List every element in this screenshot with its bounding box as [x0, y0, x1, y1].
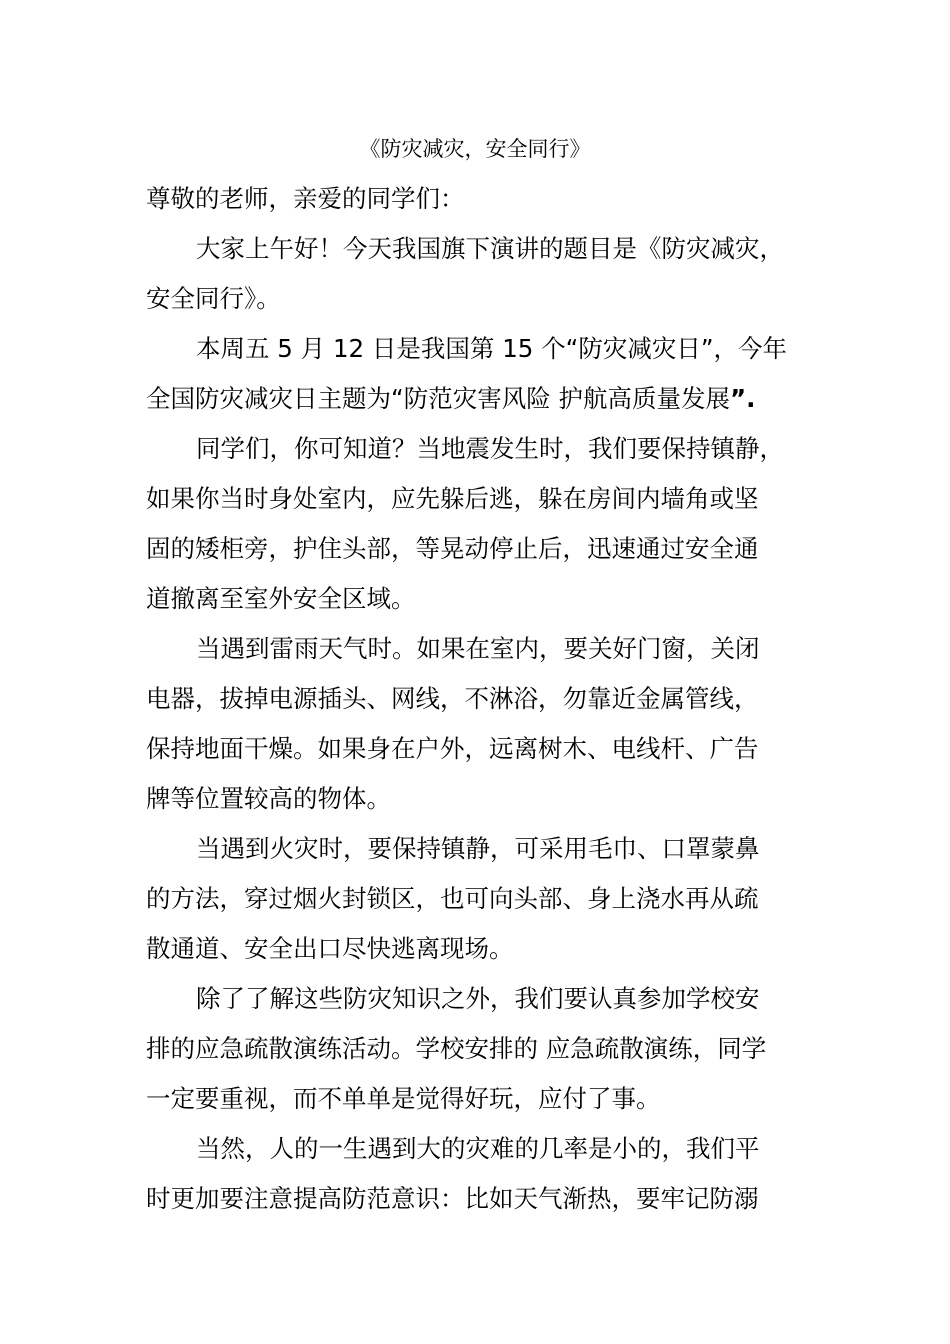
paragraph-line: 道撤离至室外安全区域。 [146, 584, 416, 613]
paragraph-line: 当遇到雷雨天气时。如果在室内，要关好门窗，关闭 [196, 634, 760, 663]
paragraph-line: 电器，拔掉电源插头、网线，不淋浴，勿靠近金属管线， [146, 684, 759, 713]
paragraph-line: 的方法，穿过烟火封锁区，也可向头部、身上浇水再从疏 [146, 884, 759, 913]
paragraph-line: 一定要重视，而不单单是觉得好玩，应付了事。 [146, 1084, 661, 1113]
paragraph-text: 全国防灾减灾日主题为“防范灾害风险 护航高质量发展 [146, 384, 730, 413]
paragraph-line: 大家上午好！今天我国旗下演讲的题目是《防灾减灾， [196, 234, 784, 263]
document-title: 《防灾减灾，安全同行》 [359, 137, 591, 161]
paragraph-line: 本周五 5 月 12 日是我国第 15 个“防灾减灾日”，今年 [196, 334, 788, 363]
paragraph-line: 如果你当时身处室内，应先躲后逃，躲在房间内墙角或坚 [146, 484, 759, 513]
paragraph-line: 除了了解这些防灾知识之外，我们要认真参加学校安 [196, 984, 760, 1013]
paragraph-line: 散通道、安全出口尽快逃离现场。 [146, 934, 514, 963]
paragraph-line: 当然，人的一生遇到大的灾难的几率是小的，我们平 [196, 1134, 760, 1163]
paragraph-line: 保持地面干燥。如果身在户外，远离树木、电线杆、广告 [146, 734, 759, 763]
paragraph-line: 当遇到火灾时，要保持镇静，可采用毛巾、口罩蒙鼻 [196, 834, 760, 863]
salutation: 尊敬的老师，亲爱的同学们： [146, 184, 465, 213]
paragraph-line: 时更加要注意提高防范意识：比如天气渐热，要牢记防溺 [146, 1184, 759, 1213]
paragraph-line [146, 381, 755, 417]
paragraph-line: 同学们，你可知道？当地震发生时，我们要保持镇静， [196, 434, 784, 463]
paragraph-line: 牌等位置较高的物体。 [146, 784, 391, 813]
closing-quote-mark: ”. [729, 384, 756, 413]
paragraph-line: 排的应急疏散演练活动。学校安排的 应急疏散演练，同学 [146, 1034, 767, 1063]
paragraph-line: 安全同行》。 [146, 284, 281, 313]
paragraph-line: 固的矮柜旁，护住头部，等晃动停止后，迅速通过安全通 [146, 534, 759, 563]
